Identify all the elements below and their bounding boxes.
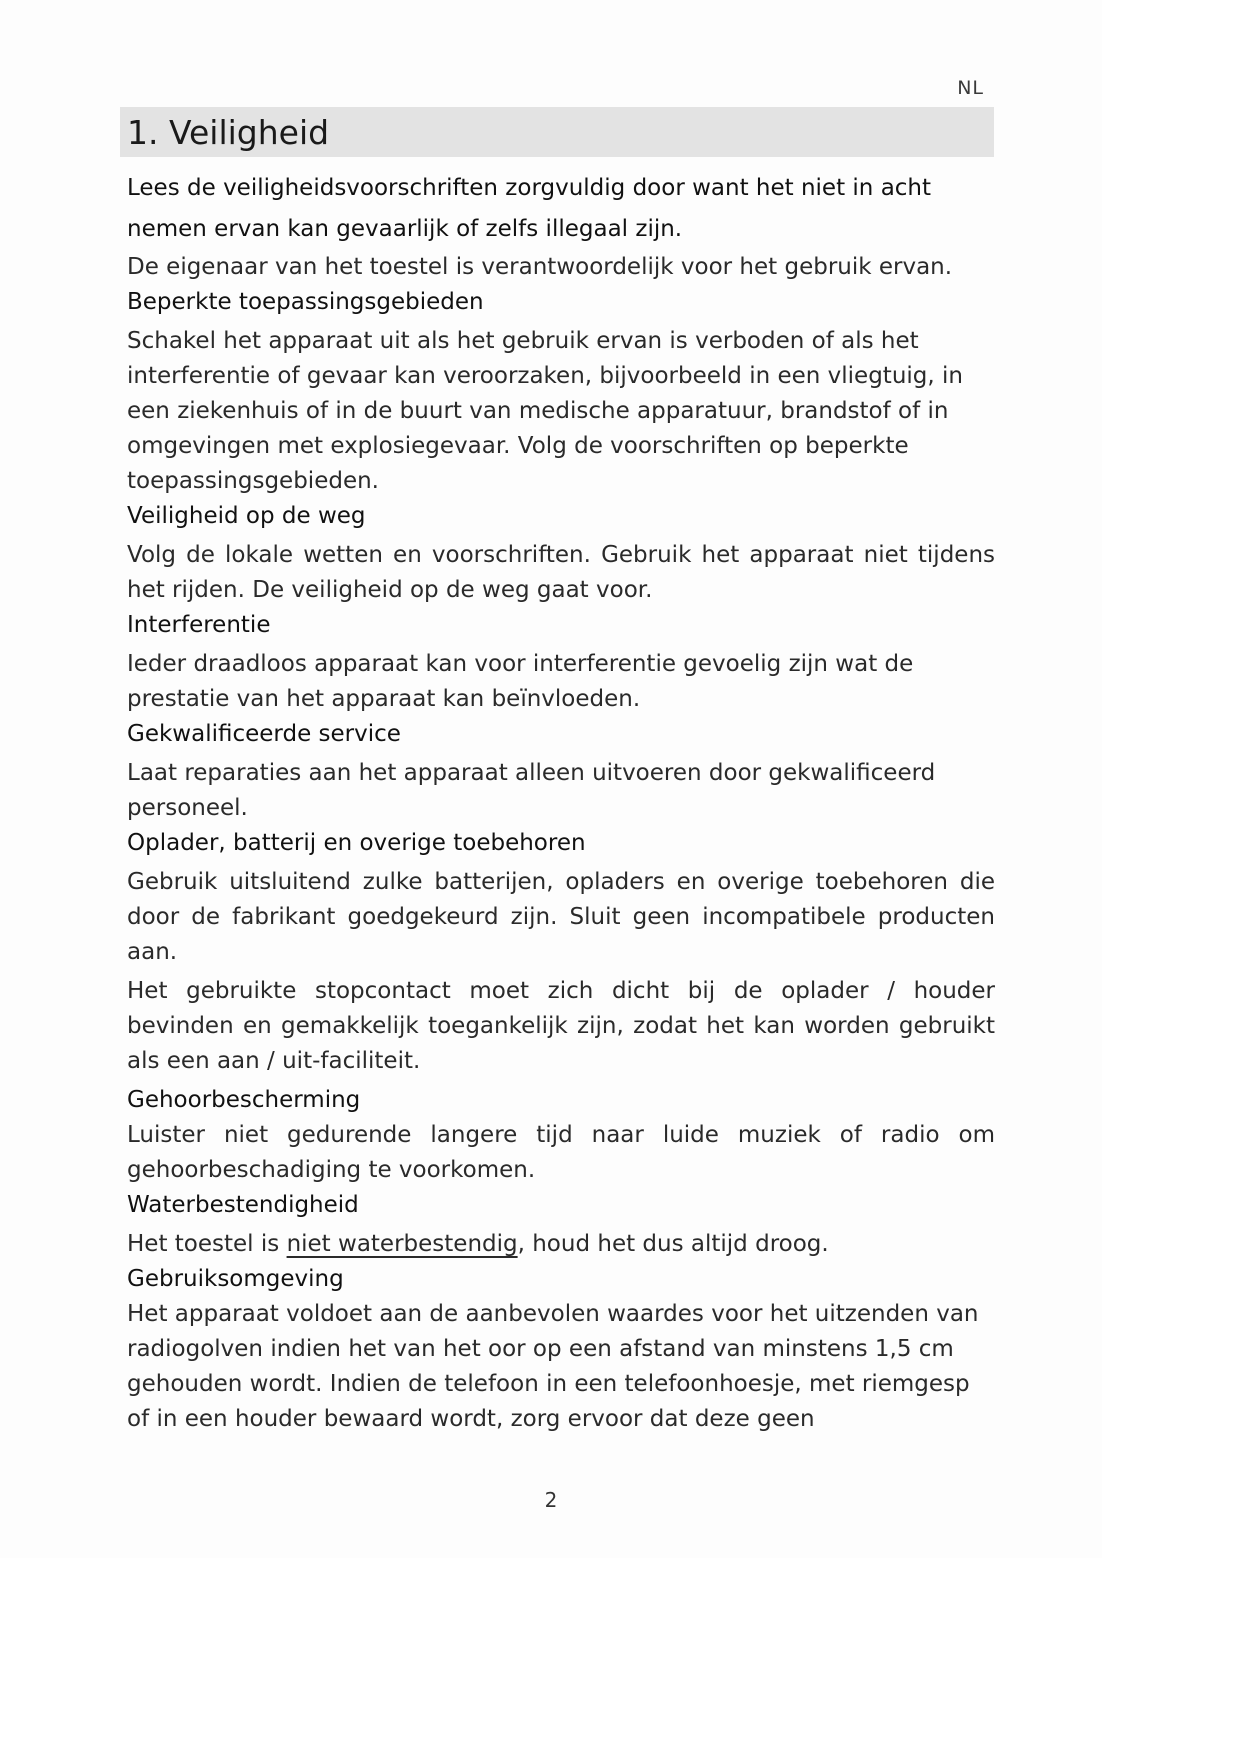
owner-paragraph: De eigenaar van het toestel is verantwoordelijk voor het gebruik ervan. bbox=[127, 254, 953, 280]
paragraph-water bbox=[127, 1227, 995, 1262]
water-text-emphasis: niet waterbestendig bbox=[286, 1231, 518, 1257]
paragraph-charger-1: Gebruik uitsluitend zulke batterijen, opladers en overige toebehoren die door de fabrikant goedgekeurd zijn. Sluit geen incompatibele producten aan. bbox=[127, 869, 995, 965]
paragraph-environment: Het apparaat voldoet aan de aanbevolen waardes voor het uitzenden van radiogolven indien het van het oor op een afstand van minstens 1,5 cm gehouden wordt. Indien de telefoon in een telefoonhoesje, met riemgesp of in een houder bewaard wordt, zorg ervoor dat deze geen bbox=[127, 1301, 979, 1432]
content bbox=[127, 168, 995, 1437]
section-title-bar bbox=[120, 107, 994, 157]
heading-water: Waterbestendigheid bbox=[127, 1192, 359, 1218]
paragraph-service: Laat reparaties aan het apparaat alleen uitvoeren door gekwalificeerd personeel. bbox=[127, 760, 936, 821]
language-code: NL bbox=[957, 77, 984, 99]
page-title: 1. Veiligheid bbox=[127, 113, 330, 152]
heading-charger: Oplader, batterij en overige toebehoren bbox=[127, 830, 586, 856]
paragraph-restricted: Schakel het apparaat uit als het gebruik ervan is verboden of als het interferentie of gevaar kan veroorzaken, bijvoorbeeld in een vliegtuig, in een ziekenhuis of in de buurt van medische apparatuur, brandstof of in omgevingen met explosiegevaar. Volg de voorschriften op beperkte toepassingsgebieden. bbox=[127, 328, 963, 494]
heading-environment: Gebruiksomgeving bbox=[127, 1266, 344, 1292]
water-text-pre: Het toestel is bbox=[127, 1231, 287, 1257]
heading-road-safety: Veiligheid op de weg bbox=[127, 503, 366, 529]
paragraph-road-safety: Volg de lokale wetten en voorschriften. Gebruik het apparaat niet tijdens het rijden. De veiligheid op de weg gaat voor. bbox=[127, 542, 995, 603]
intro-paragraph: Lees de veiligheidsvoorschriften zorgvuldig door want het niet in acht nemen ervan kan gevaarlijk of zelfs illegaal zijn. bbox=[127, 175, 932, 242]
water-text-post: , houd het dus altijd droog. bbox=[517, 1231, 829, 1257]
heading-service: Gekwalificeerde service bbox=[127, 721, 401, 747]
paragraph-interference: Ieder draadloos apparaat kan voor interferentie gevoelig zijn wat de prestatie van het apparaat kan beïnvloeden. bbox=[127, 651, 914, 712]
paragraph-charger-2: Het gebruikte stopcontact moet zich dicht bij de oplader / houder bevinden en gemakkelijk toegankelijk zijn, zodat het kan worden gebruikt als een aan / uit-faciliteit. bbox=[127, 978, 995, 1074]
heading-interference: Interferentie bbox=[127, 612, 271, 638]
page-number: 2 bbox=[544, 1488, 558, 1512]
heading-hearing: Gehoorbescherming bbox=[127, 1087, 361, 1113]
paragraph-hearing: Luister niet gedurende langere tijd naar luide muziek of radio om gehoorbeschadiging te voorkomen. bbox=[127, 1122, 995, 1183]
heading-restricted: Beperkte toepassingsgebieden bbox=[127, 289, 484, 315]
